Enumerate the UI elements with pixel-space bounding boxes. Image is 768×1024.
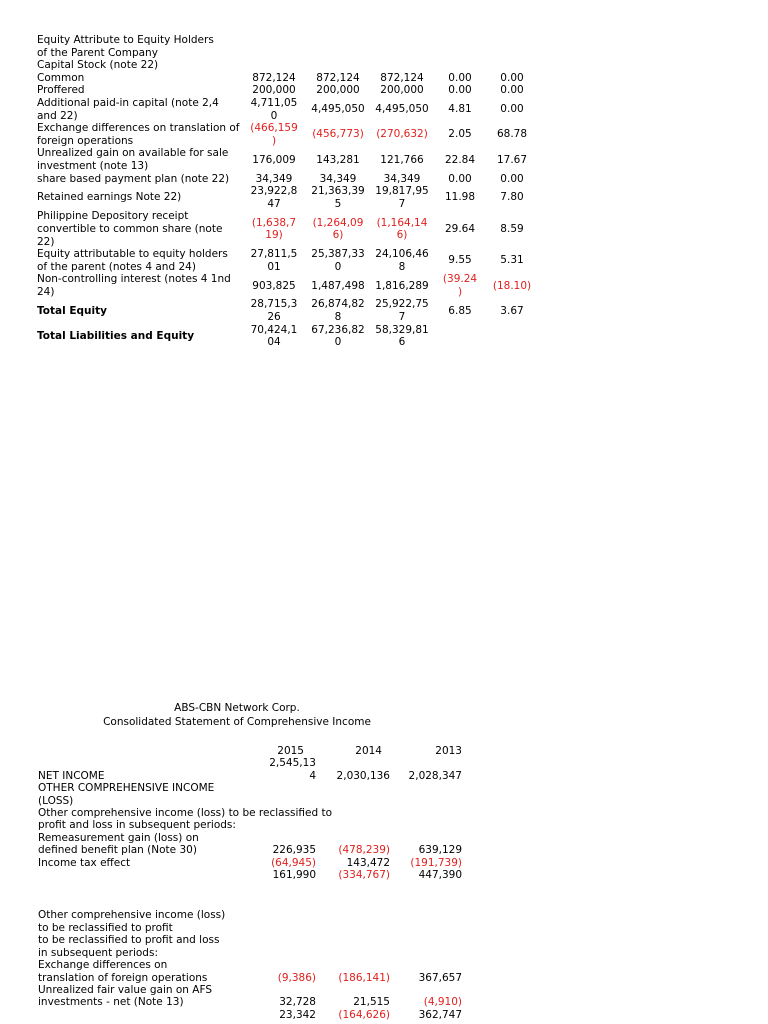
income-v2013 — [396, 770, 462, 782]
equity-p1-value: 6.85 — [448, 304, 472, 317]
equity-p1-value: 22.84 — [444, 153, 476, 166]
equity-v2013-value: 34,349 — [383, 172, 421, 185]
equity-v2013 — [370, 248, 434, 273]
equity-header-row — [37, 34, 538, 47]
income-row-label — [38, 757, 238, 769]
income-row-label: to be reclassified to profit and loss — [38, 934, 220, 947]
equity-v2014-value: 872,124 — [316, 71, 360, 84]
income-v2015 — [238, 770, 316, 782]
equity-v2015-value: 28,715,3 26 — [250, 298, 298, 324]
income-v2013 — [396, 757, 462, 769]
equity-v2015 — [242, 185, 306, 210]
equity-p1 — [434, 173, 486, 186]
equity-v2015-value: 34,349 — [255, 172, 293, 185]
income-row — [38, 795, 462, 807]
income-v2015 — [238, 869, 316, 881]
income-v2013 — [396, 844, 462, 856]
equity-row-label: Common — [37, 71, 85, 84]
equity-row — [37, 273, 538, 298]
equity-p1-value: 4.81 — [448, 103, 472, 116]
equity-header-row — [37, 47, 538, 60]
income-v2013 — [396, 909, 462, 921]
income-v2014 — [316, 984, 396, 996]
equity-row-label: Equity attributable to equity holders of the parent (notes 4 and 24) — [37, 248, 228, 273]
equity-v2015-value: (1,638,7 19) — [251, 216, 297, 242]
income-v2014-value: (478,239) — [338, 844, 390, 857]
equity-p1-value: 2.05 — [448, 128, 472, 141]
income-v2014 — [316, 909, 396, 921]
income-v2015 — [238, 1009, 316, 1021]
income-v2015-value: 32,728 — [279, 996, 316, 1009]
equity-p2 — [486, 84, 538, 97]
income-row — [38, 934, 462, 946]
income-v2013-value: (191,739) — [410, 856, 462, 869]
income-v2015 — [238, 757, 316, 769]
income-v2015 — [238, 984, 316, 996]
income-v2015 — [238, 959, 316, 971]
income-row — [38, 1009, 462, 1021]
equity-v2014-value: 26,874,82 8 — [311, 298, 365, 324]
income-v2014 — [316, 795, 396, 807]
year-header: 2015 — [277, 745, 304, 757]
income-v2013-value: 2,028,347 — [408, 769, 462, 782]
equity-p1 — [434, 248, 486, 273]
equity-v2013-value: 24,106,46 8 — [375, 248, 429, 273]
equity-v2015 — [242, 147, 306, 172]
equity-row-label: Unrealized gain on available for sale investment (note 13) — [37, 147, 229, 172]
income-v2015-value: (64,945) — [271, 856, 316, 869]
income-row-label: (LOSS) — [38, 794, 74, 807]
income-v2013 — [396, 1009, 462, 1021]
equity-p2 — [486, 97, 538, 122]
equity-p2 — [486, 210, 538, 248]
income-row-label — [38, 869, 238, 881]
equity-p1-value: 0.00 — [448, 84, 472, 97]
income-row-label: Other comprehensive income (loss) — [38, 909, 226, 922]
income-v2013 — [396, 934, 462, 946]
income-row-label: investments - net (Note 13) — [38, 996, 184, 1009]
statement-title: Consolidated Statement of Comprehensive Income — [103, 716, 371, 728]
equity-row-label: Additional paid-in capital (note 2,4 and 22) — [37, 96, 219, 122]
equity-v2015 — [242, 248, 306, 273]
equity-p1-value: 29.64 — [444, 222, 476, 235]
income-v2014 — [316, 1009, 396, 1021]
income-v2015 — [238, 857, 316, 869]
income-v2014 — [316, 996, 396, 1008]
income-v2013 — [396, 832, 462, 844]
income-v2013 — [396, 869, 462, 881]
income-row — [38, 909, 462, 921]
equity-header-row — [37, 59, 538, 72]
equity-p2-value: 3.67 — [500, 304, 524, 317]
equity-v2015-value: 176,009 — [252, 153, 296, 166]
equity-v2013-value: (1,164,14 6) — [376, 216, 428, 242]
income-row — [38, 869, 462, 881]
income-v2013 — [396, 819, 462, 831]
equity-row — [37, 185, 538, 210]
income-v2014 — [316, 934, 396, 946]
equity-header-label: Equity Attribute to Equity Holders — [37, 34, 214, 46]
income-v2014 — [316, 782, 396, 794]
equity-v2015 — [242, 273, 306, 298]
equity-v2013 — [370, 97, 434, 122]
equity-v2014 — [306, 248, 370, 273]
equity-v2014 — [306, 324, 370, 349]
equity-v2013-value: 19,817,95 7 — [375, 185, 429, 210]
year-header: 2013 — [435, 745, 462, 757]
equity-row-label: Philippine Depository receipt convertible to common share (note 22) — [37, 210, 223, 248]
income-v2013-value: (4,910) — [423, 996, 462, 1009]
equity-p2 — [486, 298, 538, 323]
income-row-label: to be reclassified to profit — [38, 921, 173, 934]
income-row-label: NET INCOME — [38, 769, 105, 782]
equity-v2013 — [370, 273, 434, 298]
income-row-label: Income tax effect — [38, 856, 131, 869]
income-v2014 — [316, 922, 396, 934]
income-v2015-value: 226,935 — [272, 844, 316, 857]
equity-v2014 — [306, 273, 370, 298]
equity-header-label: Capital Stock (note 22) — [37, 59, 159, 72]
equity-p2 — [486, 248, 538, 273]
income-row — [38, 807, 462, 819]
equity-header-label: of the Parent Company — [37, 46, 158, 59]
income-row — [38, 947, 462, 959]
equity-v2015-value: 872,124 — [252, 71, 296, 84]
equity-v2013-value: 25,922,75 7 — [375, 298, 429, 324]
equity-v2013-value: 121,766 — [380, 153, 424, 166]
equity-p2-value: 8.59 — [500, 222, 524, 235]
equity-v2015-value: 4,711,05 0 — [250, 96, 298, 122]
income-v2014 — [316, 869, 396, 881]
equity-v2014 — [306, 185, 370, 210]
equity-p2 — [486, 122, 538, 147]
equity-v2015-value: (466,159 ) — [250, 122, 298, 147]
equity-v2013-value: 4,495,050 — [375, 103, 429, 116]
income-row-label: OTHER COMPREHENSIVE INCOME — [38, 782, 215, 795]
equity-v2013-value: 58,329,81 6 — [375, 323, 429, 349]
equity-v2014 — [306, 122, 370, 147]
equity-v2013 — [370, 72, 434, 85]
equity-v2015-value: 200,000 — [252, 84, 296, 97]
income-row — [38, 972, 462, 984]
equity-p1 — [434, 298, 486, 323]
income-v2015 — [238, 996, 316, 1008]
income-row — [38, 959, 462, 971]
equity-row — [37, 147, 538, 172]
income-v2015 — [238, 795, 316, 807]
equity-row-label: share based payment plan (note 22) — [37, 172, 230, 185]
equity-p2-value: 0.00 — [500, 71, 524, 84]
equity-row — [37, 97, 538, 122]
equity-v2014-value: 1,487,498 — [311, 279, 365, 292]
income-v2014-value: 21,515 — [353, 996, 390, 1009]
income-v2014-value: (186,141) — [338, 971, 390, 984]
equity-row — [37, 173, 538, 186]
income-v2013 — [396, 795, 462, 807]
equity-v2014 — [306, 298, 370, 323]
equity-p2-value: 68.78 — [496, 128, 528, 141]
equity-v2013 — [370, 173, 434, 186]
income-row — [38, 844, 462, 856]
equity-p1-value: 0.00 — [448, 172, 472, 185]
income-v2015 — [238, 972, 316, 984]
equity-p1-value: (39.24 ) — [442, 273, 478, 298]
income-v2014 — [316, 757, 396, 769]
income-row-label: Exchange differences on — [38, 959, 168, 972]
income-v2014-value: (334,767) — [338, 869, 390, 882]
income-row — [38, 984, 462, 996]
income-v2015-value: 2,545,13 — [269, 757, 316, 770]
equity-v2014-value: 21,363,39 5 — [311, 185, 365, 210]
equity-v2013 — [370, 210, 434, 248]
income-v2013-value: 639,129 — [418, 844, 462, 857]
equity-v2015 — [242, 210, 306, 248]
equity-table — [37, 34, 538, 349]
income-v2014 — [316, 832, 396, 844]
income-v2014 — [316, 857, 396, 869]
equity-p2 — [486, 72, 538, 85]
income-row — [38, 922, 462, 934]
equity-v2013-value: 1,816,289 — [375, 279, 429, 292]
equity-v2015-value: 903,825 — [252, 279, 296, 292]
equity-v2014 — [306, 210, 370, 248]
income-row — [38, 782, 462, 794]
equity-p1 — [434, 72, 486, 85]
equity-v2014-value: 200,000 — [316, 84, 360, 97]
equity-p2 — [486, 147, 538, 172]
equity-p1 — [434, 147, 486, 172]
income-row — [38, 819, 462, 831]
equity-p2-value: (18.10) — [492, 279, 532, 292]
equity-v2015 — [242, 122, 306, 147]
equity-v2015 — [242, 298, 306, 323]
income-v2013-value: 362,747 — [418, 1008, 462, 1021]
equity-row-label: Retained earnings Note 22) — [37, 191, 182, 204]
equity-p2-value: 0.00 — [500, 103, 524, 116]
income-v2014-value: 143,472 — [346, 856, 390, 869]
equity-v2013 — [370, 147, 434, 172]
equity-v2014-value: (1,264,09 6) — [312, 216, 364, 242]
income-v2013 — [396, 922, 462, 934]
equity-v2014-value: 25,387,33 0 — [311, 248, 365, 273]
year-header-row — [38, 745, 462, 757]
income-row — [38, 770, 462, 782]
equity-p2 — [486, 173, 538, 186]
equity-p1-value: 9.55 — [448, 254, 472, 267]
year-header: 2014 — [355, 745, 382, 757]
equity-v2013 — [370, 298, 434, 323]
equity-row — [37, 84, 538, 97]
income-v2013 — [396, 984, 462, 996]
equity-v2015 — [242, 72, 306, 85]
equity-v2015 — [242, 324, 306, 349]
equity-v2013-value: 200,000 — [380, 84, 424, 97]
income-v2014-value: 2,030,136 — [336, 769, 390, 782]
income-v2013-value: 447,390 — [418, 869, 462, 882]
equity-v2014 — [306, 97, 370, 122]
income-row-label: in subsequent periods: — [38, 946, 158, 959]
income-v2015 — [238, 909, 316, 921]
equity-p1 — [434, 324, 486, 349]
income-v2015 — [238, 832, 316, 844]
equity-v2014 — [306, 72, 370, 85]
comprehensive-income-table — [38, 745, 462, 1021]
equity-row — [37, 122, 538, 147]
equity-p1 — [434, 210, 486, 248]
income-v2013-value: 367,657 — [418, 971, 462, 984]
equity-v2014-value: 4,495,050 — [311, 103, 365, 116]
income-v2014-value: (164,626) — [338, 1008, 390, 1021]
equity-p2-value: 5.31 — [500, 254, 524, 267]
equity-row — [37, 248, 538, 273]
equity-v2015-value: 23,922,8 47 — [250, 185, 298, 210]
equity-p2-value: 17.67 — [496, 153, 528, 166]
income-row-label: Other comprehensive income (loss) to be reclassified to — [38, 807, 333, 820]
equity-p1 — [434, 122, 486, 147]
income-v2014 — [316, 959, 396, 971]
equity-v2013 — [370, 324, 434, 349]
equity-v2015 — [242, 84, 306, 97]
equity-p1-value: 0.00 — [448, 71, 472, 84]
equity-row — [37, 324, 538, 349]
equity-v2013 — [370, 185, 434, 210]
equity-row-label: Total Equity — [37, 304, 107, 317]
income-v2015-value: 161,990 — [272, 869, 316, 882]
equity-v2014-value: 67,236,82 0 — [311, 323, 365, 349]
equity-row — [37, 210, 538, 248]
income-v2015 — [238, 922, 316, 934]
equity-v2015 — [242, 97, 306, 122]
income-row — [38, 832, 462, 844]
income-row — [38, 996, 462, 1008]
income-v2015 — [238, 844, 316, 856]
income-v2015 — [238, 947, 316, 959]
equity-p2 — [486, 185, 538, 210]
equity-v2015 — [242, 173, 306, 186]
income-v2015-value: (9,386) — [277, 971, 316, 984]
equity-row-label: Exchange differences on translation of foreign operations — [37, 122, 240, 147]
equity-p2-value: 0.00 — [500, 84, 524, 97]
equity-row-label: Proffered — [37, 84, 85, 97]
equity-v2013-value: (270,632) — [376, 128, 428, 141]
equity-v2014-value: (456,773) — [312, 128, 364, 141]
income-v2014 — [316, 972, 396, 984]
income-v2013 — [396, 782, 462, 794]
income-v2015-value: 23,342 — [279, 1008, 316, 1021]
equity-p1 — [434, 185, 486, 210]
equity-v2014-value: 34,349 — [319, 172, 357, 185]
income-v2015-value: 4 — [309, 769, 316, 782]
income-v2013 — [396, 972, 462, 984]
equity-p1 — [434, 97, 486, 122]
income-v2014 — [316, 844, 396, 856]
equity-v2014 — [306, 147, 370, 172]
equity-v2015-value: 70,424,1 04 — [250, 323, 298, 349]
income-v2014 — [316, 770, 396, 782]
income-v2013 — [396, 857, 462, 869]
equity-v2014 — [306, 173, 370, 186]
company-name: ABS-CBN Network Corp. — [174, 702, 300, 714]
equity-v2013 — [370, 84, 434, 97]
income-row-label: translation of foreign operations — [38, 971, 208, 984]
equity-v2013-value: 872,124 — [380, 71, 424, 84]
income-row-label: Unrealized fair value gain on AFS — [38, 983, 212, 996]
income-row — [38, 757, 462, 769]
income-row-label: Remeasurement gain (loss) on — [38, 831, 199, 844]
income-v2014 — [316, 947, 396, 959]
income-v2015 — [238, 782, 316, 794]
equity-row-label: Total Liabilities and Equity — [37, 329, 195, 342]
income-v2013 — [396, 996, 462, 1008]
income-row-label — [38, 1009, 238, 1021]
equity-p2 — [486, 324, 538, 349]
equity-p2-value: 0.00 — [500, 172, 524, 185]
income-v2013 — [396, 807, 462, 819]
equity-row — [37, 72, 538, 85]
equity-v2014 — [306, 84, 370, 97]
income-v2013 — [396, 947, 462, 959]
equity-v2014-value: 143,281 — [316, 153, 360, 166]
income-row-label: defined benefit plan (Note 30) — [38, 844, 197, 857]
income-v2013 — [396, 959, 462, 971]
equity-p1-value: 11.98 — [444, 191, 476, 204]
equity-p2-value: 7.80 — [500, 191, 524, 204]
equity-v2013 — [370, 122, 434, 147]
income-row — [38, 857, 462, 869]
equity-p2 — [486, 273, 538, 298]
income-row-label: profit and loss in subsequent periods: — [38, 819, 236, 832]
equity-row-label: Non-controlling interest (notes 4 1nd 24) — [37, 273, 231, 298]
equity-p1 — [434, 84, 486, 97]
equity-p1 — [434, 273, 486, 298]
spacer-row — [38, 881, 462, 909]
equity-row — [37, 298, 538, 323]
income-v2015 — [238, 934, 316, 946]
equity-v2015-value: 27,811,5 01 — [250, 248, 298, 273]
